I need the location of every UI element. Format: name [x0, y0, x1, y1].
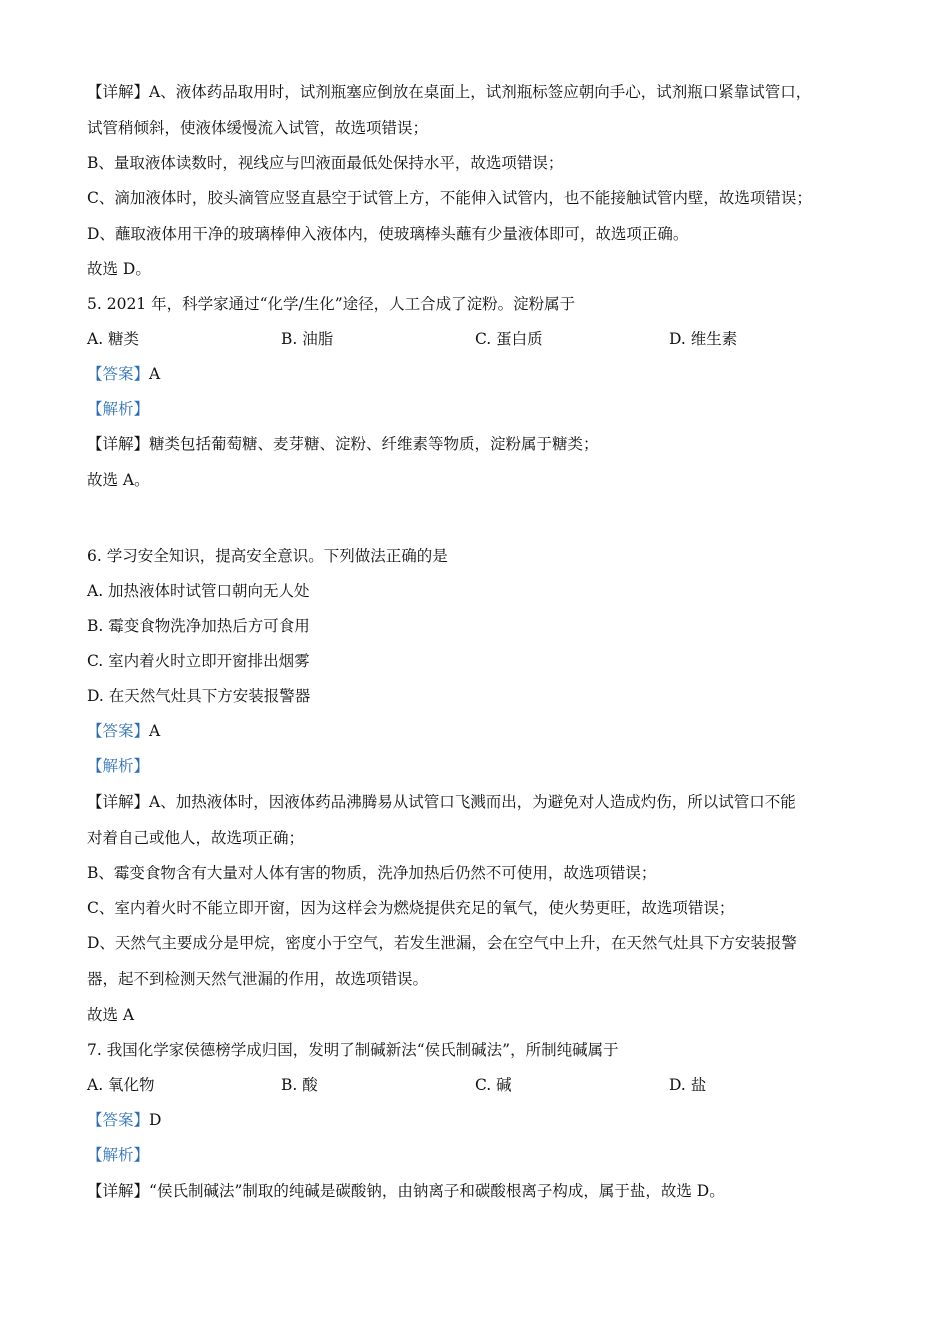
- q7-option-b: B. 酸: [281, 1076, 318, 1094]
- q6-question: 6. 学习安全知识，提高安全意识。下列做法正确的是: [87, 547, 448, 565]
- q4-detail-line-4: C、滴加液体时，胶头滴管应竖直悬空于试管上方，不能伸入试管内，也不能接触试管内壁，故选项错误；: [87, 189, 812, 207]
- q4-conclusion: 故选 D。: [87, 260, 151, 278]
- q4-detail-line-5: D、蘸取液体用干净的玻璃棒伸入液体内，使玻璃棒头蘸有少量液体即可，故选项正确。: [87, 225, 689, 243]
- q4-detail-line-1: 【详解】A、液体药品取用时，试剂瓶塞应倒放在桌面上，试剂瓶标签应朝向手心，试剂瓶口紧靠试管口，: [87, 83, 812, 101]
- q6-detail-line-2: 对着自己或他人，故选项正确；: [87, 829, 305, 847]
- q5-option-d: D. 维生素: [669, 330, 738, 348]
- q6-detail-line-3: B、霉变食物含有大量对人体有害的物质，洗净加热后仍然不可使用，故选项错误；: [87, 864, 657, 882]
- q6-detail-line-5: D、天然气主要成分是甲烷，密度小于空气，若发生泄漏，会在空气中上升，在天然气灶具下方安装报警: [87, 934, 797, 952]
- q4-detail-line-2: 试管稍倾斜，使液体缓慢流入试管，故选项错误；: [87, 119, 429, 137]
- answer-value: A: [149, 722, 161, 740]
- q5-option-a: A. 糖类: [87, 330, 140, 348]
- q6-option-d: D. 在天然气灶具下方安装报警器: [87, 687, 311, 705]
- q7-detail: 【详解】“侯氏制碱法”制取的纯碱是碳酸钠，由钠离子和碳酸根离子构成，属于盐，故选 D。: [87, 1182, 725, 1200]
- q5-question: 5. 2021 年，科学家通过“化学/生化”途径，人工合成了淀粉。淀粉属于: [87, 295, 576, 313]
- q6-analysis-tag: 【解析】: [87, 757, 150, 775]
- detail-tag: 【详解】: [87, 1182, 150, 1200]
- q7-option-c: C. 碱: [475, 1076, 512, 1094]
- q6-answer: [87, 721, 160, 741]
- q7-question: 7. 我国化学家侯德榜学成归国，发明了制碱新法“侯氏制碱法”，所制纯碱属于: [87, 1041, 619, 1059]
- q6-option-c: C. 室内着火时立即开窗排出烟雾: [87, 652, 310, 670]
- q5-analysis-tag: 【解析】: [87, 400, 150, 418]
- detail-tag: 【详解】: [87, 83, 150, 101]
- q6-option-a: A. 加热液体时试管口朝向无人处: [87, 582, 310, 600]
- q6-detail-line-1: 【详解】A、加热液体时，因液体药品沸腾易从试管口飞溅而出，为避免对人造成灼伤，所以试管口不能: [87, 793, 796, 811]
- q7-option-a: A. 氧化物: [87, 1076, 155, 1094]
- q5-option-b: B. 油脂: [281, 330, 334, 348]
- answer-tag: 【答案】: [87, 722, 150, 740]
- q7-option-d: D. 盐: [669, 1076, 707, 1094]
- q6-conclusion: 故选 A: [87, 1006, 135, 1024]
- q4-detail-line-3: B、量取液体读数时，视线应与凹液面最低处保持水平，故选项错误；: [87, 154, 564, 172]
- detail-tag: 【详解】: [87, 793, 150, 811]
- answer-value: D: [149, 1111, 162, 1129]
- q6-detail-line-6: 器，起不到检测天然气泄漏的作用，故选项错误。: [87, 970, 429, 988]
- q5-detail: 【详解】糖类包括葡萄糖、麦芽糖、淀粉、纤维素等物质，淀粉属于糖类；: [87, 435, 599, 453]
- q6-option-b: B. 霉变食物洗净加热后方可食用: [87, 617, 310, 635]
- q7-answer: [87, 1110, 161, 1130]
- answer-value: A: [149, 365, 161, 383]
- q7-analysis-tag: 【解析】: [87, 1146, 150, 1164]
- q6-detail-line-4: C、室内着火时不能立即开窗，因为这样会为燃烧提供充足的氧气，使火势更旺，故选项错误；: [87, 899, 735, 917]
- detail-tag: 【详解】: [87, 435, 150, 453]
- q5-conclusion: 故选 A。: [87, 471, 150, 489]
- answer-tag: 【答案】: [87, 365, 150, 383]
- answer-tag: 【答案】: [87, 1111, 150, 1129]
- q5-option-c: C. 蛋白质: [475, 330, 543, 348]
- q5-answer: [87, 364, 160, 384]
